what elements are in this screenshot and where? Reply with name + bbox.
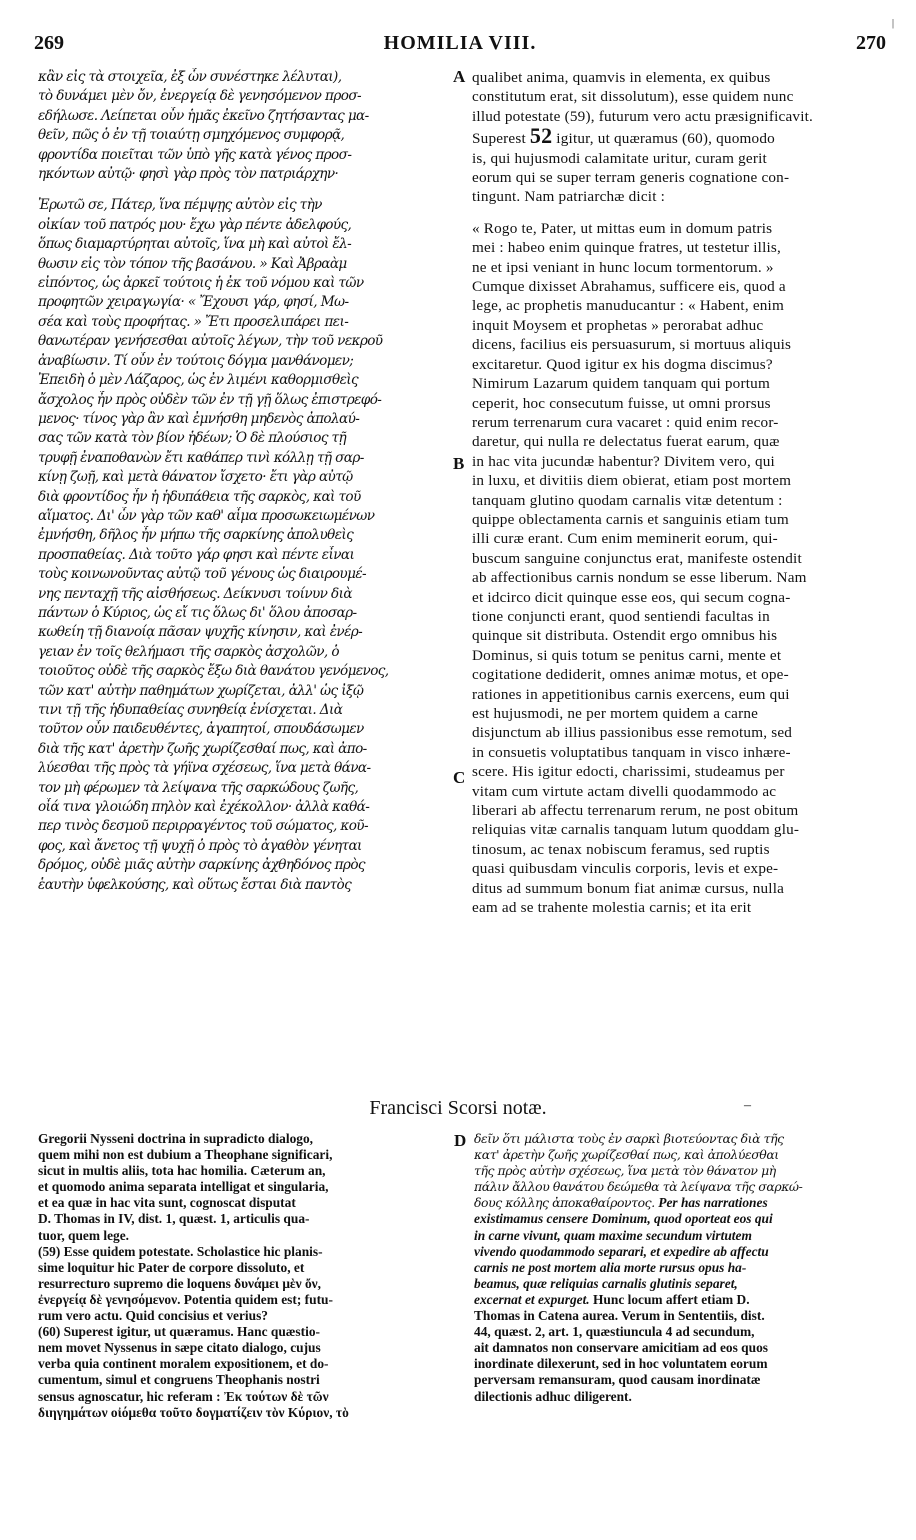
greek-line: τοῦτον οὖν παιδευθέντες, ἀγαπητοί, σπουδάσωμεν [38, 721, 364, 738]
latin-line: Dominus, si quis totum se penitus carni, mente et [472, 646, 782, 664]
latin-line: excitaretur. Quod igitur ex his dogma discimus? [472, 355, 773, 373]
greek-line: σας τῶν κατὰ τὸν βίον ἡδέων; Ὁ δὲ πλούσιος τῇ [38, 430, 347, 447]
note-line [474, 1195, 882, 1211]
greek-line: λύεσθαι τῆς πρὸς τὰ γήϊνα σχέσεως, ἵνα μετὰ θάνα- [38, 760, 371, 777]
latin-line: liberari ab affectu terrenarum rerum, ne post obitum [472, 802, 799, 820]
latin-line: ditus ad summum bonum fiat animæ cursus, nulla [472, 879, 785, 897]
latin-line: in luxu, et divitiis diem obierat, etiam post mortem [472, 472, 792, 490]
note-italic-line: vivendo quodammodo separari, et expedire ab affectu [474, 1243, 769, 1259]
note-line: 44, quæst. 2, art. 1, quæstiuncula 4 ad secundum, [474, 1324, 755, 1340]
latin-line: tione conjuncti erant, quod sentiendi facultas in [472, 607, 770, 625]
note-line: quem mihi non est dubium a Theophane significari, [38, 1147, 333, 1163]
note-line: cumentum, simul et congruens Theophanis nostri [38, 1372, 320, 1388]
margin-marker-b: B [453, 454, 465, 473]
note-line: sicut in multis aliis, tota hac homilia. Cæterum an, [38, 1163, 326, 1179]
note-line: tuor, quem lege. [38, 1227, 130, 1243]
note-line: Thomas in Catena aurea. Verum in Sententiis, dist. [474, 1308, 765, 1324]
greek-line: φροντίδα ποιεῖται τῶν ὑπὸ γῆς κατὰ γένος προσ- [38, 146, 352, 163]
greek-line: δρόμος, οὐδὲ μιᾶς αὐτὴν σαρκίνης ἀχθηδόνος πρὸς [38, 857, 365, 874]
latin-line: et idcirco dicit quinque esse eos, qui secum cogna- [472, 588, 791, 606]
note-line: verba quia continent moralem expositionem, et do- [38, 1356, 329, 1372]
page-number-left: 269 [34, 32, 64, 54]
latin-line: is, qui hujusmodi calamitate uritur, curam gerit [472, 149, 767, 167]
latin-line: daretur, qui nulla re delectatus fuerat earum, quæ [472, 433, 780, 451]
latin-line: cogitatione dediderit, omnes animæ motus, et ope- [472, 666, 789, 684]
greek-line: διὰ φροντίδος ἦν ἡ ἡδυπάθεια τῆς σαρκὸς, καὶ τοῦ [38, 488, 361, 505]
note-greek-line: πάλιν ἄλλου θανάτου δεώμεθα τὰ λείψανα τῆς σαρκώ- [474, 1179, 803, 1195]
latin-line [472, 126, 880, 148]
latin-line: in hac vita jucundæ habentur? Divitem vero, qui [472, 452, 775, 470]
greek-line: θεῖν, πῶς ὁ ἐν τῇ τοιαύτῃ σμηχόμενος συμφορᾷ, [38, 127, 345, 144]
latin-line: buscum sanguine conjunctus erat, manifeste ostendit [472, 549, 802, 567]
latin-text-column [472, 68, 880, 917]
latin-line: eam ad se trahente molestia carnis; et ita erit [472, 899, 752, 917]
latin-line: illi curæ erant. Cum enim meminerit eorum, qui- [472, 530, 778, 548]
greek-line: θωσιν εἰς τὸν τόπον τῆς βασάνου. » Καὶ Ἀβραὰμ [38, 255, 347, 272]
latin-line: quippe oblectamenta carnis et sanguinis etiam tum [472, 510, 789, 528]
corner-mark: | [891, 18, 894, 29]
greek-line: τρυφῇ ἐναποθανὼν ἔτι καθάπερ τινὶ κόλλῃ τῇ σαρ- [38, 449, 364, 466]
notes-right-column [474, 1131, 882, 1405]
greek-line: κἂν εἰς τὰ στοιχεῖα, ἐξ ὧν συνέστηκε λέλυται), [38, 69, 342, 85]
note-line: et quomodo anima separata intelligat et singularia, [38, 1179, 329, 1195]
note-line: ait damnatos non conservare amicitiam ad eos quos [474, 1340, 768, 1356]
notes-dash: – [744, 1098, 751, 1113]
notes-left-column [38, 1131, 448, 1421]
greek-line: τὸ δυνάμει μὲν ὄν, ἐνεργείᾳ δὲ γενησόμενον προσ- [38, 88, 362, 105]
greek-line: θανωτέραν γενήσεσθαι αὐτοῖς λέγων, τὴν τοῦ νεκροῦ [38, 333, 383, 350]
greek-line: ἐμνήσθη, δῆλος ἦν μήπω τῆς σαρκίνης ἀπολυθεὶς [38, 527, 354, 544]
greek-line: Ἐπειδὴ ὁ μὲν Λάζαρος, ὡς ἐν λιμένι καθορμισθεὶς [38, 372, 359, 389]
greek-line: εἰπόντος, ὡς ἀρκεῖ τούτοις ἡ ἐκ τοῦ νόμου καὶ τῶν [38, 275, 364, 292]
greek-line: κίνῃ ζωῇ, καὶ μετὰ θάνατον ἴσχετο· ἔτι γὰρ αὐτῷ [38, 469, 353, 486]
latin-line: rationes in appetitionibus carnis exercens, eum qui [472, 685, 790, 703]
greek-line: τοιοῦτος οὐδὲ τῆς σαρκὸς ἔξω διὰ θανάτου γενόμενος, [38, 663, 389, 680]
latin-line: qualibet anima, quamvis in elementa, ex quibus [472, 69, 771, 86]
note-plain-fragment: Hunc locum affert etiam D. [593, 1291, 750, 1307]
latin-line: quasi quibusdam vinculis corporis, levis et expe- [472, 860, 779, 878]
margin-marker-c: C [453, 768, 466, 787]
latin-line: Cumque dixisset Abrahamus, sufficere eis, quod a [472, 278, 786, 296]
inline-page-number: 52 [529, 126, 553, 149]
greek-text-column [38, 68, 450, 895]
latin-line: illud potestate (59), futurum vero actu præsignificavit. [472, 107, 814, 125]
note-line: sime loquitur hic Pater de corpore dissoluto, et [38, 1259, 305, 1275]
latin-line: scere. His igitur edocti, charissimi, studeamus per [472, 763, 785, 781]
latin-line: vitam cum virtute actam divelli quodammodo ac [472, 782, 777, 800]
latin-line: tanquam glutino quodam carnalis vitæ detentum : [472, 491, 783, 509]
latin-line: dicens, facilius eis persuasurum, si mortuus aliquis [472, 336, 792, 354]
latin-line: mei : habeo enim quinque fratres, ut testetur illis, [472, 239, 782, 257]
greek-line: μενος· τίνος γὰρ ἂν καὶ ἐμνήσθη μηδενὸς ἀπολαύ- [38, 410, 360, 427]
latin-line: quinque sit distributa. Ostendit ergo omnibus his [472, 627, 778, 645]
latin-line: est hujusmodi, ne per mortem quidem a carne [472, 705, 759, 722]
latin-paragraph-main [472, 219, 880, 918]
note-line: (60) Superest igitur, ut quæramus. Hanc quæstio- [38, 1324, 320, 1340]
greek-line: γειαν ἐν τοῖς θελήμασι τῆς σαρκὸς ἀσχολῶν, ὁ [38, 643, 339, 660]
margin-marker-d: D [454, 1131, 467, 1150]
note-line: D. Thomas in IV, dist. 1, quæst. 1, articulis qua- [38, 1211, 310, 1227]
note-line: Gregorii Nysseni doctrina in supradicto dialogo, [38, 1131, 314, 1146]
note-line: ἐνεργείᾳ δὲ γενησόμενον. Potentia quidem est; futu- [38, 1291, 333, 1307]
note-italic-line: in carne vivunt, quam maxime secundum virtutem [474, 1227, 752, 1243]
greek-line: εδήλωσε. Λείπεται οὖν ἡμᾶς ἐκεῖνο ζητήσαντας μα- [38, 107, 369, 124]
greek-line: τοὺς κοινωνοῦντας αὐτῷ τοῦ γένους ὡς διαιρουμέ- [38, 566, 367, 583]
greek-line: νης πενταχῇ τῆς αἰσθήσεως. Δείκνυσι τοίνυν διὰ [38, 585, 352, 602]
note-italic-line: existimamus censere Dominum, quod oporteat eos qui [474, 1211, 773, 1227]
latin-line: tinosum, ac tenax nobiscum feramus, sed ruptis [472, 840, 770, 858]
latin-line: tingunt. Nam patriarchæ dicit : [472, 188, 666, 206]
notes-title: Francisci Scorsi notæ. [369, 1097, 547, 1119]
greek-line: Ἐρωτῶ σε, Πάτερ, ἵνα πέμψῃς αὐτὸν εἰς τὴν [38, 197, 322, 214]
latin-line-start: Superest [472, 130, 530, 148]
greek-line: τῶν κατ' αὐτὴν παθημάτων χωρίζεται, ἀλλ' ὡς ἰξῷ [38, 682, 364, 699]
note-line: dilectionis adhuc diligerent. [474, 1388, 632, 1404]
greek-line: φος, καὶ ἄνετος τῇ ψυχῇ ὁ πρὸς τὸ ἀγαθὸν γένηται [38, 837, 362, 854]
latin-line: constitutum erat, sit dissolutum), esse quidem nunc [472, 88, 794, 106]
note-line: inordinate dilexerunt, sed in hoc voluntatem eorum [474, 1356, 768, 1372]
greek-line: αἵματος. Δι' ὧν γὰρ τῶν καθ' αἷμα προσωκειωμένων [38, 507, 375, 524]
latin-line: « Rogo te, Pater, ut mittas eum in domum patris [472, 219, 773, 237]
note-greek-line: τῆς πρὸς αὐτὴν σχέσεως, ἵνα μετὰ τὸν θάνατον μὴ [474, 1163, 776, 1179]
note-line: perversam remansuram, quod causam inordinatæ [474, 1372, 761, 1388]
page-number-right: 270 [856, 32, 886, 54]
note-greek-fragment: δους κόλλης ἀποκαθαίροντος. [474, 1195, 659, 1211]
greek-line: οἰκίαν τοῦ πατρός μου· ἔχω γὰρ πέντε ἀδελφούς, [38, 216, 352, 233]
note-line: διηγημάτων οἰόμεθα τοῦτο δογματίζειν τὸν Κύριον, τὸ [38, 1404, 349, 1420]
note-line: rum vero actu. Quid concisius et verius? [38, 1308, 268, 1324]
latin-line: Nimirum Lazarum quidem tanquam qui portum [472, 375, 770, 393]
latin-line: ab affectionibus carnis nondum se esse liberum. Nam [472, 569, 807, 587]
greek-line: ἀναβίωσιν. Τί οὖν ἐν τούτοις δόγμα μανθάνομεν; [38, 352, 354, 369]
greek-line: κωθείη τῇ διανοίᾳ πᾶσαν ψυχῆς κίνησιν, καὶ ἐνέρ- [38, 624, 363, 641]
latin-line: in consuetis voluptatibus tanquam in visco inhære- [472, 743, 791, 761]
note-italic-line: beamus, quæ reliquias carnalis glutinis separet, [474, 1275, 738, 1291]
greek-line: διὰ τῆς κατ' ἀρετὴν ζωῆς χωρίζεσθαί πως, καὶ ἀπο- [38, 740, 367, 757]
greek-line: προφητῶν χειραγωγία· « Ἔχουσι γάρ, φησί, Μω- [38, 294, 349, 311]
latin-line: lege, ac prophetis manuducantur : « Habent, enim [472, 297, 784, 315]
page-header [34, 32, 886, 58]
note-line: nem movet Nyssenus in sæpe citato dialogo, cujus [38, 1340, 321, 1356]
latin-line: ceperit, hoc consecutum fuisse, ut omni prorsus [472, 394, 771, 412]
greek-line: προσπαθείας. Διὰ τοῦτο γάρ φησι καὶ πέντε εἶναι [38, 546, 355, 563]
running-title: HOMILIA VIII. [383, 32, 537, 54]
note-line: resurrecturo supremo die loquens δυνάμει μὲν ὄν, [38, 1275, 321, 1291]
greek-line: ἄσχολος ἦν πρὸς οὐδὲν τῶν ἐν τῇ γῇ ὅλως ἐπιστρεφό- [38, 391, 382, 408]
note-italic-fragment: excernat et expurget. [474, 1291, 594, 1307]
greek-line: τινι τῇ τῆς ἡδυπαθείας συνηθείᾳ ἐνίσχεται. Διὰ [38, 702, 343, 718]
latin-line: eorum qui se super terram generis cognatione con- [472, 169, 790, 187]
note-greek-line: δεῖν ὅτι μάλιστα τοὺς ἐν σαρκὶ βιοτεύοντας διὰ τῆς [474, 1131, 784, 1146]
latin-line: rerum terrenarum cura vacaret : quid enim recor- [472, 413, 779, 431]
note-italic-line: carnis ne post mortem alia morte rursus opus ha- [474, 1259, 747, 1275]
note-line: et ea quæ in hac vita sunt, cognoscat disputat [38, 1195, 296, 1211]
greek-line: ηκόντων αὐτῷ· φησὶ γὰρ πρὸς τὸν πατριάρχην· [38, 166, 339, 183]
greek-line: ὅπως διαμαρτύρηται αὐτοῖς, ἵνα μὴ καὶ αὐτοὶ ἔλ- [38, 236, 352, 253]
latin-line: ne et ipsi veniant in hunc locum tormentorum. » [472, 258, 774, 276]
note-line: sensus agnoscatur, hic referam : Ἐκ τούτων δὲ τῶν [38, 1388, 329, 1404]
latin-line: inquit Moysem et prophetas » perorabat adhuc [472, 316, 764, 334]
margin-marker-a: A [453, 67, 466, 86]
greek-line: τον μὴ φέρωμεν τὰ λείψανα τῆς σαρκώδους ζωῆς, [38, 779, 359, 796]
greek-line: οἷά τινα γλοιώδη πηλὸν καὶ ἐχέκολλον· ἀλλὰ καθά- [38, 799, 370, 816]
greek-line: περ τινὸς δεσμοῦ περιρραγέντος τοῦ σώματος, κοῦ- [38, 818, 368, 835]
latin-line: reliquias vitæ carnalis tanquam lutum quoddam glu- [472, 821, 800, 839]
latin-line-rest: igitur, ut quæramus (60), quomodo [552, 130, 775, 148]
latin-line: disjunctum ab illius passionibus esse remotum, sed [472, 724, 793, 742]
note-greek-line: κατ' ἀρετὴν ζωῆς χωρίζεσθαί πως, καὶ ἀπολύεσθαι [474, 1147, 779, 1163]
note-line: (59) Esse quidem potestate. Scholastice hic planis- [38, 1243, 323, 1259]
paragraph-break [38, 184, 450, 196]
note-italic-fragment: Per has narrationes [658, 1195, 768, 1211]
latin-paragraph-intro [472, 68, 880, 207]
greek-line: ἑαυτὴν ὑφελκούσης, καὶ οὕτως ἔσται διὰ παντὸς [38, 876, 352, 893]
greek-line: σέα καὶ τοὺς προφήτας. » Ἔτι προσελιπάρει πει- [38, 313, 349, 330]
greek-line: πάντων ὁ Κύριος, ὡς εἴ τις ὅλως δι' ὅλου ἀποσαρ- [38, 604, 357, 621]
note-line [474, 1292, 882, 1308]
